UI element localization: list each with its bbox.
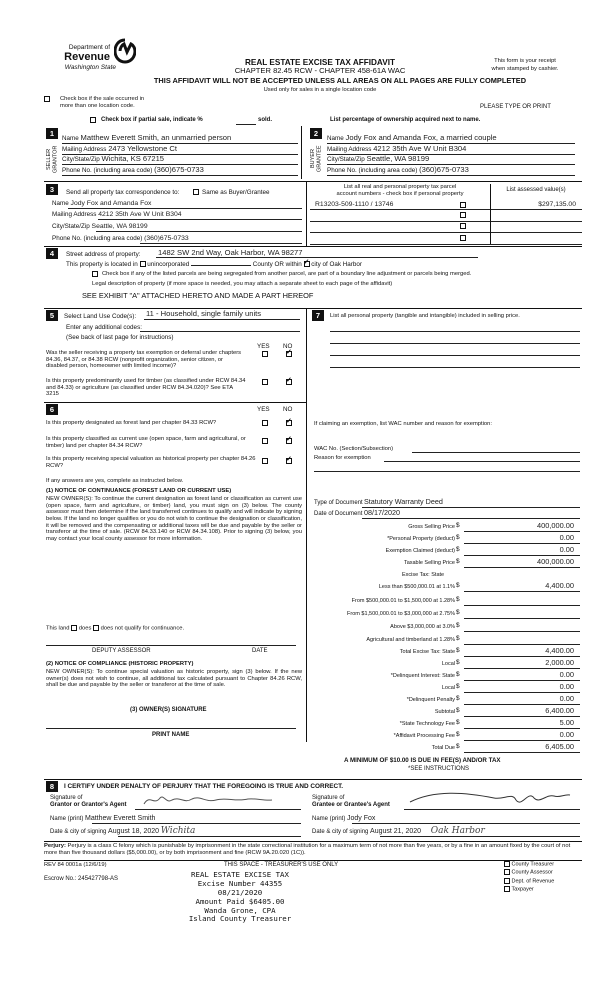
qualify-does-checkbox[interactable]: [71, 625, 77, 631]
receipt-note-2: when stamped by cashier.: [491, 66, 559, 72]
same-as-buyer-checkbox[interactable]: [193, 189, 199, 196]
section-2-number: 2: [310, 128, 322, 139]
tax-row-tier4: Above $3,000,000 at 3.0% $: [310, 622, 580, 634]
grantee-sig-label-1: Signature of: [312, 795, 345, 801]
street-address[interactable]: 1482 SW 2nd Way, Oak Harbor, WA 98277: [158, 248, 303, 257]
s6-q2: Is this property classified as current use (open space, farm and agricultural, or timber) land per chapter 84.34 RCW?: [46, 436, 246, 449]
delinquent-state[interactable]: 0.00: [464, 671, 580, 681]
tax-row-total: Total Due $ 6,405.00: [310, 743, 580, 755]
tax-row-tech: *State Technology Fee $ 5.00: [310, 719, 580, 731]
buyer-name-row[interactable]: Name Jody Fox and Amanda Fox, a married couple: [327, 133, 497, 142]
copy-assessor-checkbox[interactable]: [504, 869, 510, 875]
tax-row-gross: Gross Selling Price $ 400,000.00: [310, 522, 580, 534]
seller-side-label: SELLER GRANTOR: [46, 145, 59, 173]
form-warning: THIS AFFIDAVIT WILL NOT BE ACCEPTED UNLESS ALL AREAS ON ALL PAGES ARE FULLY COMPLETED: [153, 76, 527, 85]
legal-description-label: Legal description of property (if more space is needed, you may attach a separate sheet to each page of the affidavit): [92, 281, 393, 287]
grantee-date[interactable]: August 21, 2020: [370, 828, 422, 835]
tax-row-affidavit: *Affidavit Processing Fee $ 0.00: [310, 731, 580, 743]
section-8-number: 8: [46, 781, 58, 792]
corr-phone[interactable]: (360)675-0733: [144, 235, 189, 242]
delinquent-penalty[interactable]: 0.00: [464, 695, 580, 705]
corr-address-row[interactable]: Mailing Address 4212 35th Ave W Unit B304: [52, 211, 182, 218]
parcel-1-number[interactable]: R13203-509-1110 / 13746: [315, 201, 394, 208]
tax-row-del-state: *Delinquent Interest: State $ 0.00: [310, 671, 580, 683]
washington-logo-icon: [114, 38, 136, 64]
total-due[interactable]: 6,405.00: [464, 743, 580, 753]
tier2-tax[interactable]: [464, 596, 580, 606]
taxable-price[interactable]: 400,000.00: [464, 558, 580, 568]
partial-sale-label: Check box if partial sale, indicate %: [101, 117, 203, 123]
multi-location-label-2: more than one location code.: [60, 103, 135, 109]
tax-row-total-state: Total Excise Tax: State $ 4,400.00: [310, 647, 580, 659]
section-7-number: 7: [312, 310, 324, 321]
dept-line-2: Revenue: [64, 51, 110, 63]
grantee-name[interactable]: Jody Fox: [347, 815, 376, 822]
affidavit-fee[interactable]: 0.00: [464, 731, 580, 741]
seller-address[interactable]: 2473 Yellowstone Ct: [108, 144, 178, 153]
grantor-date-row[interactable]: Date & city of signing August 18, 2020 Wichita: [50, 826, 196, 836]
see-back-label: (See back of last page for instructions): [66, 334, 174, 341]
buyer-phone[interactable]: (360)675-0733: [419, 165, 469, 174]
corr-address[interactable]: 4212 35th Ave W Unit B304: [98, 211, 182, 218]
s6-q1: Is this property designated as forest land per chapter 84.33 RCW?: [46, 420, 217, 426]
subtotal[interactable]: 6,400.00: [464, 707, 580, 717]
s5-q1: Was the seller receiving a property tax exemption or deferral under chapters 84.36, 84.37, or 84.38 RCW (nonprofit organization, senior citizen, or disabled person, homeowner with limited income)?: [46, 350, 242, 370]
reason-label: Reason for exemption: [314, 455, 371, 461]
grantee-sig-label-2: Grantee or Grantee's Agent: [312, 802, 390, 808]
s5-q2: Is this property predominantly used for timber (as classified under RCW 84.34 and 84.33) or agriculture (as classified under RCW 84.34.020)? See ETA 3215: [46, 378, 246, 398]
grantee-city[interactable]: Oak Harbor: [430, 826, 485, 836]
form-usage: Used only for sales in a single location code: [263, 87, 377, 93]
form-number: REV 84 0001a (12/6/19): [44, 862, 107, 868]
tax-row-exemption: Exemption Claimed (deduct) $ 0.00: [310, 546, 580, 558]
tax-row-agri: Agricultural and timberland at 1.28% $: [310, 635, 580, 647]
grantor-sig-label-2: Grantor or Grantor's Agent: [50, 802, 127, 808]
assessed-value-header: List assessed value(s): [506, 187, 566, 193]
corr-name-row[interactable]: Name Jody Fox and Amanda Fox: [52, 200, 152, 207]
corr-name[interactable]: Jody Fox and Amanda Fox: [70, 200, 152, 207]
seller-phone[interactable]: (360)675-0733: [154, 165, 204, 174]
legal-description[interactable]: SEE EXHIBIT "A" ATTACHED HERETO AND MADE A PART HEREOF: [82, 291, 314, 300]
s5-yes-header: YES: [257, 343, 270, 350]
wac-label: WAC No. (Section/Subsection): [314, 446, 394, 452]
notice2-title: (2) NOTICE OF COMPLIANCE (HISTORIC PROPERTY): [46, 661, 194, 667]
s5-q1-no[interactable]: [286, 351, 292, 358]
partial-sale-input[interactable]: [236, 117, 256, 125]
city-checkbox[interactable]: [304, 261, 310, 267]
segregated-label: Check box if any of the listed parcels are being segregated from another parcel, are part of a boundary line adjustment or parcels being merged.: [102, 271, 472, 277]
treasurer-stamp: REAL ESTATE EXCISE TAX Excise Number 44355 08/21/2020 Amount Paid $6405.00 Wanda Grone, CPA Island County Treasurer: [188, 870, 292, 924]
parcels-header-2: account numbers - check box if personal property: [336, 191, 464, 197]
agri-tax[interactable]: [464, 635, 580, 645]
tax-row-tier2: From $500,000.01 to $1,500,000 at 1.28% $: [310, 596, 580, 608]
unincorporated-checkbox[interactable]: [140, 261, 146, 267]
grantor-date[interactable]: August 18, 2020: [108, 828, 160, 835]
tax-row-personal: *Personal Property (deduct) $ 0.00: [310, 534, 580, 546]
s5-q1-yes[interactable]: [262, 351, 268, 358]
notice1-body: NEW OWNER(S): To continue the current designation as forest land or classification as current use (open space, farm and agriculture, or timber) land, you must sign on (3) below. The county assessor must then determine if the land transferred continues to qualify and will indicate by signing below. If the land no longer qualifies or you do not wish to continue the designation or classification, it will be removed and the compensating or additional taxes will be due and payable by the seller or transferor at the time of sale. (RCW 84.33.140 or RCW 84.34.108). Prior to signing (3) below, you may contact your local county assessor for more information.: [46, 496, 302, 542]
corr-city-row[interactable]: City/State/Zip Seattle, WA 98199: [52, 223, 148, 230]
local-tax[interactable]: 2,000.00: [464, 659, 580, 669]
copy-distribution: County Treasurer County Assessor Dept. of Revenue Taxpayer: [504, 861, 554, 895]
tier1-tax[interactable]: 4,400.00: [464, 582, 580, 592]
perjury-notice: Perjury: Perjury is a class C felony which is punishable by imprisonment in the state correctional institution for a maximum term of not more than five years, or by a fine in an amount fixed by the court of not more than five thousand dollars ($5,000.00), or by both imprisonment and fine (RCW 9A.20.020 (1C)).: [44, 843, 571, 856]
s6-yes-header: YES: [257, 406, 270, 413]
tax-row-taxable: Taxable Selling Price $ 400,000.00: [310, 558, 580, 570]
tax-row-penalty: *Delinquent Penalty $ 0.00: [310, 695, 580, 707]
deputy-date-label: DATE: [252, 648, 268, 654]
section-1-number: 1: [46, 128, 58, 139]
seller-address-row[interactable]: Mailing Address 2473 Yellowstone Ct: [62, 144, 178, 153]
parcel-2-personal-checkbox[interactable]: [460, 212, 466, 219]
excise-state-label: Excise Tax: State: [402, 572, 445, 578]
type-or-print: PLEASE TYPE OR PRINT: [480, 104, 551, 110]
tax-row-tier3: From $1,500,000.01 to $3,000,000 at 2.75% $: [310, 609, 580, 621]
owner-signature-label: (3) OWNER(S) SIGNATURE: [130, 707, 207, 713]
escrow-row: Escrow No.: 245427798-AS: [44, 876, 119, 882]
multi-location-label-1: Check box if the sale occurred in: [60, 96, 145, 102]
s6-q1-no[interactable]: [286, 420, 292, 427]
tax-row-local: Local $ 2,000.00: [310, 659, 580, 671]
street-label: Street address of property:: [66, 251, 141, 258]
s5-q2-no[interactable]: [286, 379, 292, 386]
partial-sale-checkbox[interactable]: [90, 117, 96, 124]
dept-line-3: Washington State: [64, 64, 116, 71]
personal-property[interactable]: 0.00: [464, 534, 580, 544]
seller-city[interactable]: Wichita, KS 67215: [101, 154, 165, 163]
qualify-row: This land does does not qualify for continuance.: [46, 625, 185, 632]
buyer-side-label: BUYER GRANTEE: [310, 145, 323, 173]
escrow-number: 245427798-AS: [78, 876, 119, 882]
s6-q1-yes[interactable]: [262, 420, 268, 427]
tax-row-subtotal: Subtotal $ 6,400.00: [310, 707, 580, 719]
parcel-1-value[interactable]: $297,135.00: [538, 201, 576, 208]
grantor-signature[interactable]: [140, 790, 280, 810]
s6-q3: Is this property receiving special valuation as historical property per chapter 84.26 RCW?: [46, 456, 256, 469]
ownership-list-label: List percentage of ownership acquired next to name.: [330, 117, 481, 123]
tax-row-tier1: Less than $500,000.01 at 1.1% $ 4,400.00: [310, 582, 580, 594]
doc-type-label: Type of Document: [314, 500, 363, 506]
wac-input[interactable]: [412, 452, 580, 453]
grantor-name-row[interactable]: Name (print) Matthew Everett Smith: [50, 815, 156, 822]
buyer-name[interactable]: Jody Fox and Amanda Fox, a married couple: [345, 133, 497, 142]
grantor-city[interactable]: Wichita: [160, 826, 196, 836]
grantee-signature[interactable]: [404, 786, 574, 810]
doc-date-label: Date of Document: [314, 511, 363, 517]
section-4-number: 4: [46, 248, 58, 259]
s6-q3-yes[interactable]: [262, 458, 268, 465]
personal-property-label: List all personal property (tangible and intangible) included in selling price.: [330, 313, 520, 319]
reason-input[interactable]: [384, 461, 580, 462]
tier4-tax[interactable]: [464, 622, 580, 632]
buyer-address-row[interactable]: Mailing Address 4212 35th Ave W Unit B304: [327, 144, 467, 153]
grantee-date-row[interactable]: Date & city of signing August 21, 2020 Oak Harbor: [312, 826, 485, 836]
additional-codes-label: Enter any additional codes:: [66, 324, 142, 331]
correspondence-label: Send all property tax correspondence to:: [66, 189, 180, 196]
qualify-does-not-checkbox[interactable]: [93, 625, 99, 631]
see-instructions: *SEE INSTRUCTIONS: [408, 766, 470, 772]
receipt-note-1: This form is your receipt: [494, 58, 556, 64]
doc-type[interactable]: Statutory Warranty Deed: [364, 497, 443, 506]
minimum-due-note: A MINIMUM OF $10.00 IS DUE IN FEE(S) AND/OR TAX: [344, 757, 501, 764]
section-6-number: 6: [46, 404, 58, 415]
parcels-header-1: List all real and personal property tax parcel: [343, 184, 457, 190]
buyer-city[interactable]: Seattle, WA 98199: [366, 154, 430, 163]
owner-signature-line[interactable]: [46, 728, 296, 729]
seller-phone-row[interactable]: Phone No. (including area code) (360)675-0733: [62, 165, 204, 174]
form-title: REAL ESTATE EXCISE TAX AFFIDAVIT: [245, 58, 395, 67]
buyer-phone-row[interactable]: Phone No. (including area code) (360)675-0733: [327, 165, 469, 174]
s6-q2-yes[interactable]: [262, 438, 268, 445]
section-5-number: 5: [46, 310, 58, 321]
corr-city[interactable]: Seattle, WA 98199: [91, 223, 148, 230]
corr-phone-row[interactable]: Phone No. (including area code) (360)675-0733: [52, 235, 189, 242]
tax-row-del-local: Local $ 0.00: [310, 683, 580, 695]
section-3-number: 3: [46, 184, 58, 195]
technology-fee[interactable]: 5.00: [464, 719, 580, 729]
same-as-buyer-label: Same as Buyer/Grantee: [202, 189, 270, 196]
grantor-name[interactable]: Matthew Everett Smith: [85, 815, 156, 822]
s6-q3-no[interactable]: [286, 458, 292, 465]
copy-taxpayer-checkbox[interactable]: [504, 886, 510, 892]
tier3-tax[interactable]: [464, 609, 580, 619]
dept-line-1: Department of: [68, 44, 110, 51]
seller-name[interactable]: Matthew Everett Smith, an unmarried person: [80, 133, 232, 142]
notice2-body: NEW OWNER(S): To continue special valuation as historic property, sign (3) below. If the new owner(s) does not wish to continue, all additional tax calculated pursuant to Chapter 84.26 RCW, shall be due and payable by the seller or transferor at the time of sale.: [46, 669, 302, 689]
grantor-sig-label-1: Signature of: [50, 795, 83, 801]
print-name-label: PRINT NAME: [152, 732, 190, 738]
multi-location-checkbox[interactable]: [44, 96, 50, 103]
s6-if-yes: If any answers are yes, complete as instructed below.: [46, 478, 184, 484]
parcel-3-personal-checkbox[interactable]: [460, 223, 466, 230]
doc-date[interactable]: 08/17/2020: [364, 508, 400, 517]
s5-no-header: NO: [283, 343, 293, 350]
copy-dor-checkbox[interactable]: [504, 878, 510, 884]
s6-no-header: NO: [283, 406, 293, 413]
delinquent-local[interactable]: 0.00: [464, 683, 580, 693]
grantee-name-row[interactable]: Name (print) Jody Fox: [312, 815, 376, 822]
segregated-checkbox[interactable]: [92, 271, 98, 278]
gross-price[interactable]: 400,000.00: [464, 522, 580, 532]
located-row: This property is located in unincorporated County OR within ✓ city of Oak Harbor: [66, 261, 362, 268]
exemption-label: If claiming an exemption, list WAC number and reason for exemption:: [314, 421, 492, 427]
parcel-1-personal-checkbox[interactable]: [460, 202, 466, 209]
land-use-label: Select Land Use Code(s):: [64, 313, 137, 320]
treasurer-use: THIS SPACE - TREASURER'S USE ONLY: [224, 862, 339, 868]
form-subtitle: CHAPTER 82.45 RCW - CHAPTER 458-61A WAC: [234, 66, 406, 75]
buyer-address[interactable]: 4212 35th Ave W Unit B304: [373, 144, 467, 153]
total-state-tax[interactable]: 4,400.00: [464, 647, 580, 657]
s5-q2-yes[interactable]: [262, 379, 268, 386]
seller-city-row[interactable]: City/State/Zip Wichita, KS 67215: [62, 154, 165, 163]
copy-treasurer-checkbox[interactable]: [504, 861, 510, 867]
exemption-claimed[interactable]: 0.00: [464, 546, 580, 556]
dor-logo: [40, 34, 140, 74]
land-use-code[interactable]: 11 - Household, single family units: [146, 309, 262, 318]
partial-sale-sold: sold.: [258, 117, 273, 123]
notice1-title: (1) NOTICE OF CONTINUANCE (FOREST LAND OR CURRENT USE): [46, 488, 232, 494]
seller-name-row[interactable]: Name Matthew Everett Smith, an unmarried person: [62, 133, 232, 142]
s6-q2-no[interactable]: [286, 438, 292, 445]
deputy-assessor-label: DEPUTY ASSESSOR: [92, 648, 151, 654]
certify-statement: I CERTIFY UNDER PENALTY OF PERJURY THAT THE FOREGOING IS TRUE AND CORRECT.: [64, 783, 344, 790]
parcel-4-personal-checkbox[interactable]: [460, 235, 466, 242]
buyer-city-row[interactable]: City/State/Zip Seattle, WA 98199: [327, 154, 430, 163]
